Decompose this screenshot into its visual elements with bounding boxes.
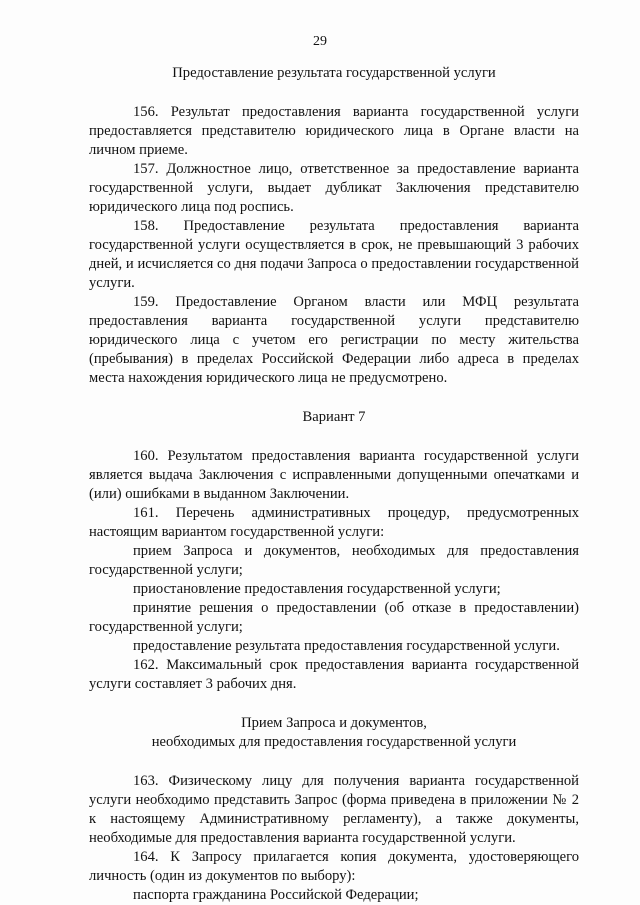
section-request-intake <box>89 714 579 905</box>
paragraph-163: 163. Физическому лицу для получения варианта государственной услуги необходимо представить Запрос (форма приведена в приложении № 2 к настоящему Административному регламенту), а также документы, необходимые для предоставления варианта государственной услуги. <box>89 773 579 846</box>
paragraph-160: 160. Результатом предоставления варианта государственной услуги является выдача Заключения с исправленными допущенными опечатками и (или) ошибками в выданном Заключении. <box>89 448 579 502</box>
section-variant-7 <box>89 408 579 694</box>
paragraph-159: 159. Предоставление Органом власти или МФЦ результата предоставления варианта государственной услуги представителю юридического лица с учетом его регистрации по месту жительства (пребывания) в пределах Российской Федерации либо адреса в пределах места нахождения юридического лица не предусмотрено. <box>89 294 579 386</box>
paragraph-164: 164. К Запросу прилагается копия документа, удостоверяющего личность (один из документов по выбору): <box>89 849 579 884</box>
list-item: принятие решения о предоставлении (об отказе в предоставлении) государственной услуги; <box>89 600 579 635</box>
list-item: предоставление результата предоставления государственной услуги. <box>133 638 560 654</box>
list-item: паспорта гражданина Российской Федерации; <box>133 887 419 903</box>
page-number: 29 <box>313 34 327 49</box>
section-result-delivery <box>89 64 579 388</box>
paragraph-157: 157. Должностное лицо, ответственное за предоставление варианта государственной услуги, выдает дубликат Заключения представителю юридического лица под роспись. <box>89 161 579 215</box>
list-item: прием Запроса и документов, необходимых для предоставления государственной услуги; <box>89 543 579 578</box>
paragraph-158: 158. Предоставление результата предоставления варианта государственной услуги осуществляется в срок, не превышающий 3 рабочих дней, и исчисляется со дня подачи Запроса о предоставлении государственной услуги. <box>89 218 579 291</box>
paragraph-156: 156. Результат предоставления варианта государственной услуги предоставляется представителю юридического лица в Органе власти на личном приеме. <box>89 104 579 158</box>
section-heading-line-1: Прием Запроса и документов, <box>241 715 427 731</box>
section-heading: Вариант 7 <box>302 409 366 425</box>
section-heading: Предоставление результата государственной услуги <box>172 65 496 81</box>
list-item: приостановление предоставления государственной услуги; <box>133 581 501 597</box>
paragraph-162: 162. Максимальный срок предоставления варианта государственной услуги составляет 3 рабочих дня. <box>89 657 579 692</box>
section-heading-line-2: необходимых для предоставления государственной услуги <box>151 734 517 750</box>
paragraph-161: 161. Перечень административных процедур, предусмотренных настоящим вариантом государственной услуги: <box>89 505 579 540</box>
document-body <box>89 64 579 905</box>
